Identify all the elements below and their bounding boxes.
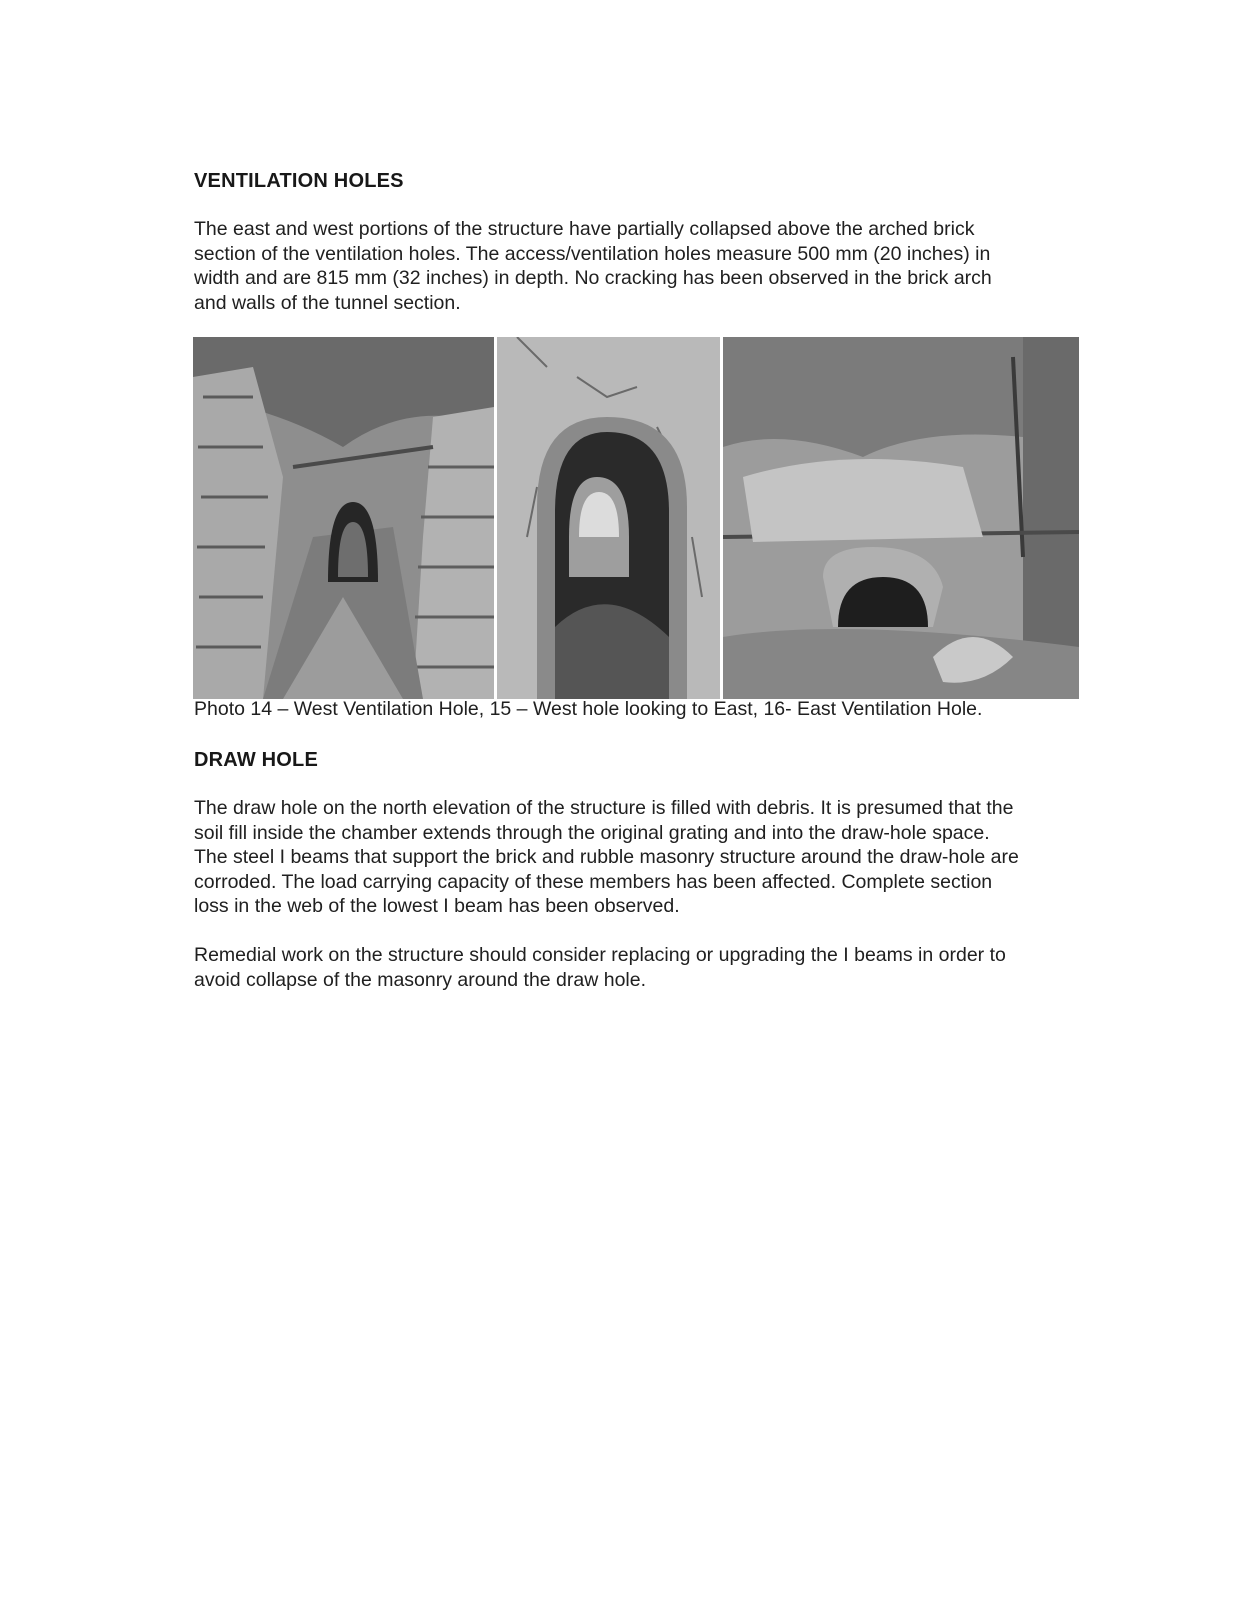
- draw-hole-heading: DRAW HOLE: [194, 749, 319, 771]
- text-line: section of the ventilation holes. The access/ventilation holes measure 500 mm (20 inches) in: [194, 242, 991, 265]
- text-line: The draw hole on the north elevation of the structure is filled with debris. It is presumed that the: [194, 797, 1014, 819]
- ventilation-holes-paragraph: [194, 217, 1094, 315]
- text-line: The east and west portions of the structure have partially collapsed above the arched brick: [194, 218, 975, 240]
- photo-15-west-hole-looking-east: [497, 337, 720, 699]
- photo-strip: [193, 337, 1079, 699]
- photo-caption: Photo 14 – West Ventilation Hole, 15 – West hole looking to East, 16- East Ventilation Hole.: [194, 698, 983, 720]
- text-line: The steel I beams that support the brick and rubble masonry structure around the draw-hole are: [194, 846, 1019, 868]
- text-line: width and are 815 mm (32 inches) in depth. No cracking has been observed in the brick arch: [194, 267, 992, 289]
- draw-hole-paragraph-2: [194, 943, 1094, 992]
- text-line: Remedial work on the structure should consider replacing or upgrading the I beams in order to: [194, 944, 1006, 966]
- text-line: corroded. The load carrying capacity of these members has been affected. Complete section: [194, 870, 993, 893]
- text-line: soil fill inside the chamber extends through the original grating and into the draw-hole space.: [194, 821, 990, 844]
- text-line: avoid collapse of the masonry around the draw hole.: [194, 968, 647, 991]
- text-line: and walls of the tunnel section.: [194, 291, 461, 314]
- photo-16-east-ventilation-hole: [723, 337, 1079, 699]
- text-line: loss in the web of the lowest I beam has been observed.: [194, 895, 680, 917]
- ventilation-holes-heading: VENTILATION HOLES: [194, 170, 404, 192]
- photo-14-west-ventilation-hole: [193, 337, 494, 699]
- draw-hole-paragraph-1: [194, 796, 1094, 919]
